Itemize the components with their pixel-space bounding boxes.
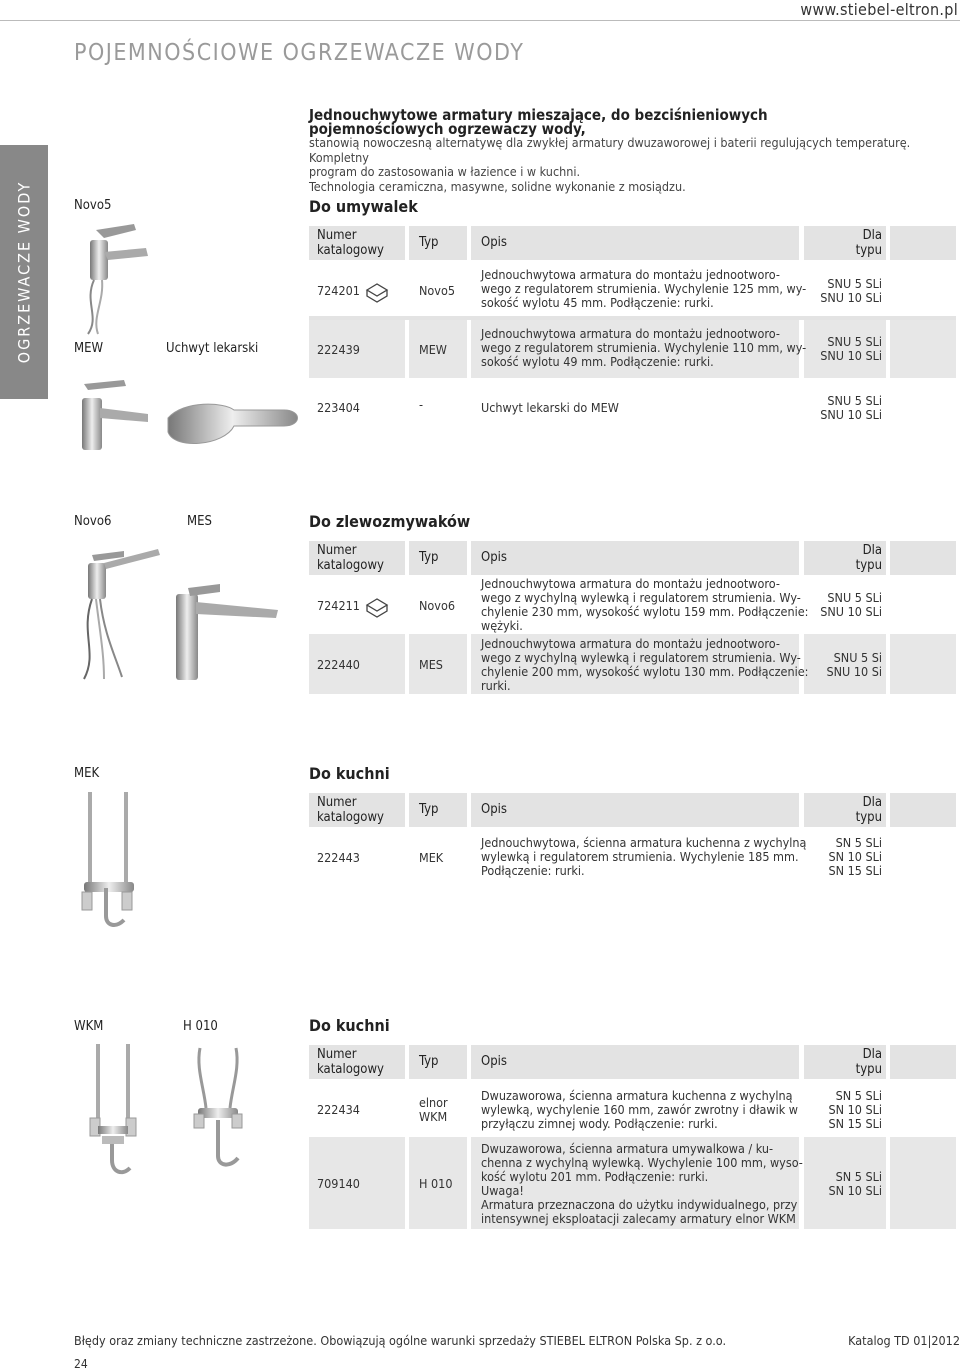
catalog-number: 222440 (317, 657, 360, 672)
wkm-faucet-image (88, 1044, 158, 1184)
header-cell-description: Opis (471, 793, 799, 827)
header-cell-number: Numer katalogowy (309, 793, 405, 827)
header-cell-number: Numer katalogowy (309, 541, 405, 575)
header-cell-type: Typ (409, 226, 467, 260)
header-cell-empty (890, 226, 956, 260)
compatible-heaters: SNU 5 SLi SNU 10 SLi (820, 334, 882, 363)
compatible-heaters: SN 5 SLi SN 10 SLi SN 15 SLi (828, 835, 882, 878)
product-type: MES (419, 657, 443, 672)
sidebar-label: OGRZEWACZE WODY (14, 180, 34, 364)
compatible-heaters: SNU 5 Si SNU 10 Si (826, 650, 882, 679)
novo6-faucet-image (74, 543, 164, 681)
row-band (890, 1137, 956, 1229)
header-cell-number: Numer katalogowy (309, 1045, 405, 1079)
product-type: - (419, 397, 424, 412)
product-description: Jednouchwytowa, ścienna armatura kuchenna z wychylną wylewką i regulatorem strumienia. Wychylenie 185 mm. Podłączenie: rurki. (481, 835, 807, 878)
compatible-heaters: SN 5 SLi SN 10 SLi SN 15 SLi (828, 1088, 882, 1131)
product-description: Dwuzaworowa, ścienna armatura umywalkowa / ku- chenna z wychylną wylewką. Wychylenie 100 mm, wyso- kość wylotu 201 mm. Podłączenie: rurki. Uwaga! Armatura przeznaczona do użytku indywidualnego, przy intensywnej eksploatacji zalecamy armatury elnor WKM (481, 1141, 803, 1226)
product-type: H 010 (419, 1176, 453, 1191)
catalog-number: 724201 (317, 283, 360, 298)
compatible-heaters: SNU 5 SLi SNU 10 SLi (820, 276, 882, 305)
image-label-mew: MEW (74, 341, 104, 356)
product-type: MEK (419, 850, 444, 865)
top-rule (0, 20, 960, 21)
catalog-number: 724211 (317, 598, 360, 613)
row-band (890, 634, 956, 694)
header-cell-type: Typ (409, 1045, 467, 1079)
install-kit-icon (365, 595, 389, 617)
product-description: Dwuzaworowa, ścienna armatura kuchenna z wychylną wylewką, wychylenie 160 mm, zawór zwrotny i dławik w przyłączu zimnej wody. Podłączenie: rurki. (481, 1088, 798, 1131)
header-cell-for-type: Dla typu (804, 541, 886, 575)
product-description: Uchwyt lekarski do MEW (481, 400, 619, 415)
intro-text (309, 108, 949, 194)
footer-catalog: Katalog TD 01|2012 (848, 1333, 960, 1348)
header-cell-for-type: Dla typu (804, 1045, 886, 1079)
image-label-novo6: Novo6 (74, 514, 112, 529)
catalog-number: 222443 (317, 850, 360, 865)
image-label-mek: MEK (74, 766, 100, 781)
product-description: Jednouchwytowa armatura do montażu jednootworo- wego z wychylną wylewką i regulatorem strumienia. Wy- chylenie 200 mm, wysokość wylotu 130 mm. Podłączenie: rurki. (481, 636, 809, 693)
image-label-novo5: Novo5 (74, 198, 112, 213)
image-label-wkm: WKM (74, 1019, 104, 1034)
mes-faucet-image (172, 578, 282, 682)
header-cell-type: Typ (409, 541, 467, 575)
compatible-heaters: SNU 5 SLi SNU 10 SLi (820, 590, 882, 619)
page-title: POJEMNOŚCIOWE OGRZEWACZE WODY (74, 40, 525, 66)
image-label-handle: Uchwyt lekarski (166, 341, 259, 356)
catalog-number: 222439 (317, 342, 360, 357)
h010-faucet-image (190, 1048, 250, 1184)
novo5-faucet-image (74, 222, 154, 337)
header-cell-number: Numer katalogowy (309, 226, 405, 260)
intro-line: stanowią nowoczesną alternatywę dla zwykłej armatury dwuzaworowej i baterii regulujących temperaturę. Kompletny (309, 135, 911, 165)
header-cell-description: Opis (471, 226, 799, 260)
intro-heading-2: pojemnościowych ogrzewaczy wody, (309, 120, 586, 138)
intro-heading: Jednouchwytowe armatury mieszające, do bezciśnieniowych (309, 106, 768, 124)
product-type: elnor WKM (419, 1095, 448, 1124)
intro-line: Technologia ceramiczna, masywne, solidne wykonanie z mosiądzu. (309, 178, 686, 194)
header-cell-for-type: Dla typu (804, 793, 886, 827)
header-cell-type: Typ (409, 793, 467, 827)
image-label-mes: MES (187, 514, 212, 529)
catalog-number: 223404 (317, 400, 360, 415)
header-cell-for-type: Dla typu (804, 226, 886, 260)
mek-faucet-image (80, 792, 140, 934)
footer-disclaimer: Błędy oraz zmiany techniczne zastrzeżone. Obowiązują ogólne warunki sprzedaży STIEBEL ELTRON Polska Sp. z o.o. (74, 1333, 727, 1348)
mew-faucet-image (74, 378, 154, 453)
page-number: 24 (74, 1357, 88, 1371)
medical-handle-image (164, 396, 304, 451)
section-title-kitchen: Do kuchni (309, 764, 390, 783)
catalog-number: 222434 (317, 1102, 360, 1117)
product-type: MEW (419, 342, 447, 357)
product-description: Jednouchwytowa armatura do montażu jednootworo- wego z wychylną wylewką i regulatorem strumienia. Wy- chylenie 230 mm, wysokość wylotu 159 mm. Podłączenie: wężyki. (481, 576, 809, 633)
product-type: Novo6 (419, 598, 455, 613)
row-band (890, 320, 956, 378)
header-cell-empty (890, 541, 956, 575)
image-label-h010: H 010 (183, 1019, 218, 1034)
website-url[interactable]: www.stiebel-eltron.pl (800, 0, 958, 19)
header-cell-empty (890, 1045, 956, 1079)
intro-line: program do zastosowania w łazience i w kuchni. (309, 164, 581, 179)
catalog-number: 709140 (317, 1176, 360, 1191)
header-cell-description: Opis (471, 1045, 799, 1079)
product-description: Jednouchwytowa armatura do montażu jednootworo- wego z regulatorem strumienia. Wychylenie 110 mm, wy- sokość wylotu 49 mm. Podłączenie: rurki. (481, 326, 807, 369)
sidebar-tab (0, 145, 48, 399)
header-cell-empty (890, 793, 956, 827)
section-title-sink: Do zlewozmywaków (309, 512, 471, 531)
compatible-heaters: SN 5 SLi SN 10 SLi (828, 1169, 882, 1198)
install-kit-icon (365, 280, 389, 302)
product-type: Novo5 (419, 283, 455, 298)
section-title-washbasin: Do umywalek (309, 197, 418, 216)
section-title-kitchen-2: Do kuchni (309, 1016, 390, 1035)
header-cell-description: Opis (471, 541, 799, 575)
product-description: Jednouchwytowa armatura do montażu jednootworo- wego z regulatorem strumienia. Wychylenie 125 mm, wy- sokość wylotu 45 mm. Podłączenie: rurki. (481, 267, 807, 310)
compatible-heaters: SNU 5 SLi SNU 10 SLi (820, 393, 882, 422)
